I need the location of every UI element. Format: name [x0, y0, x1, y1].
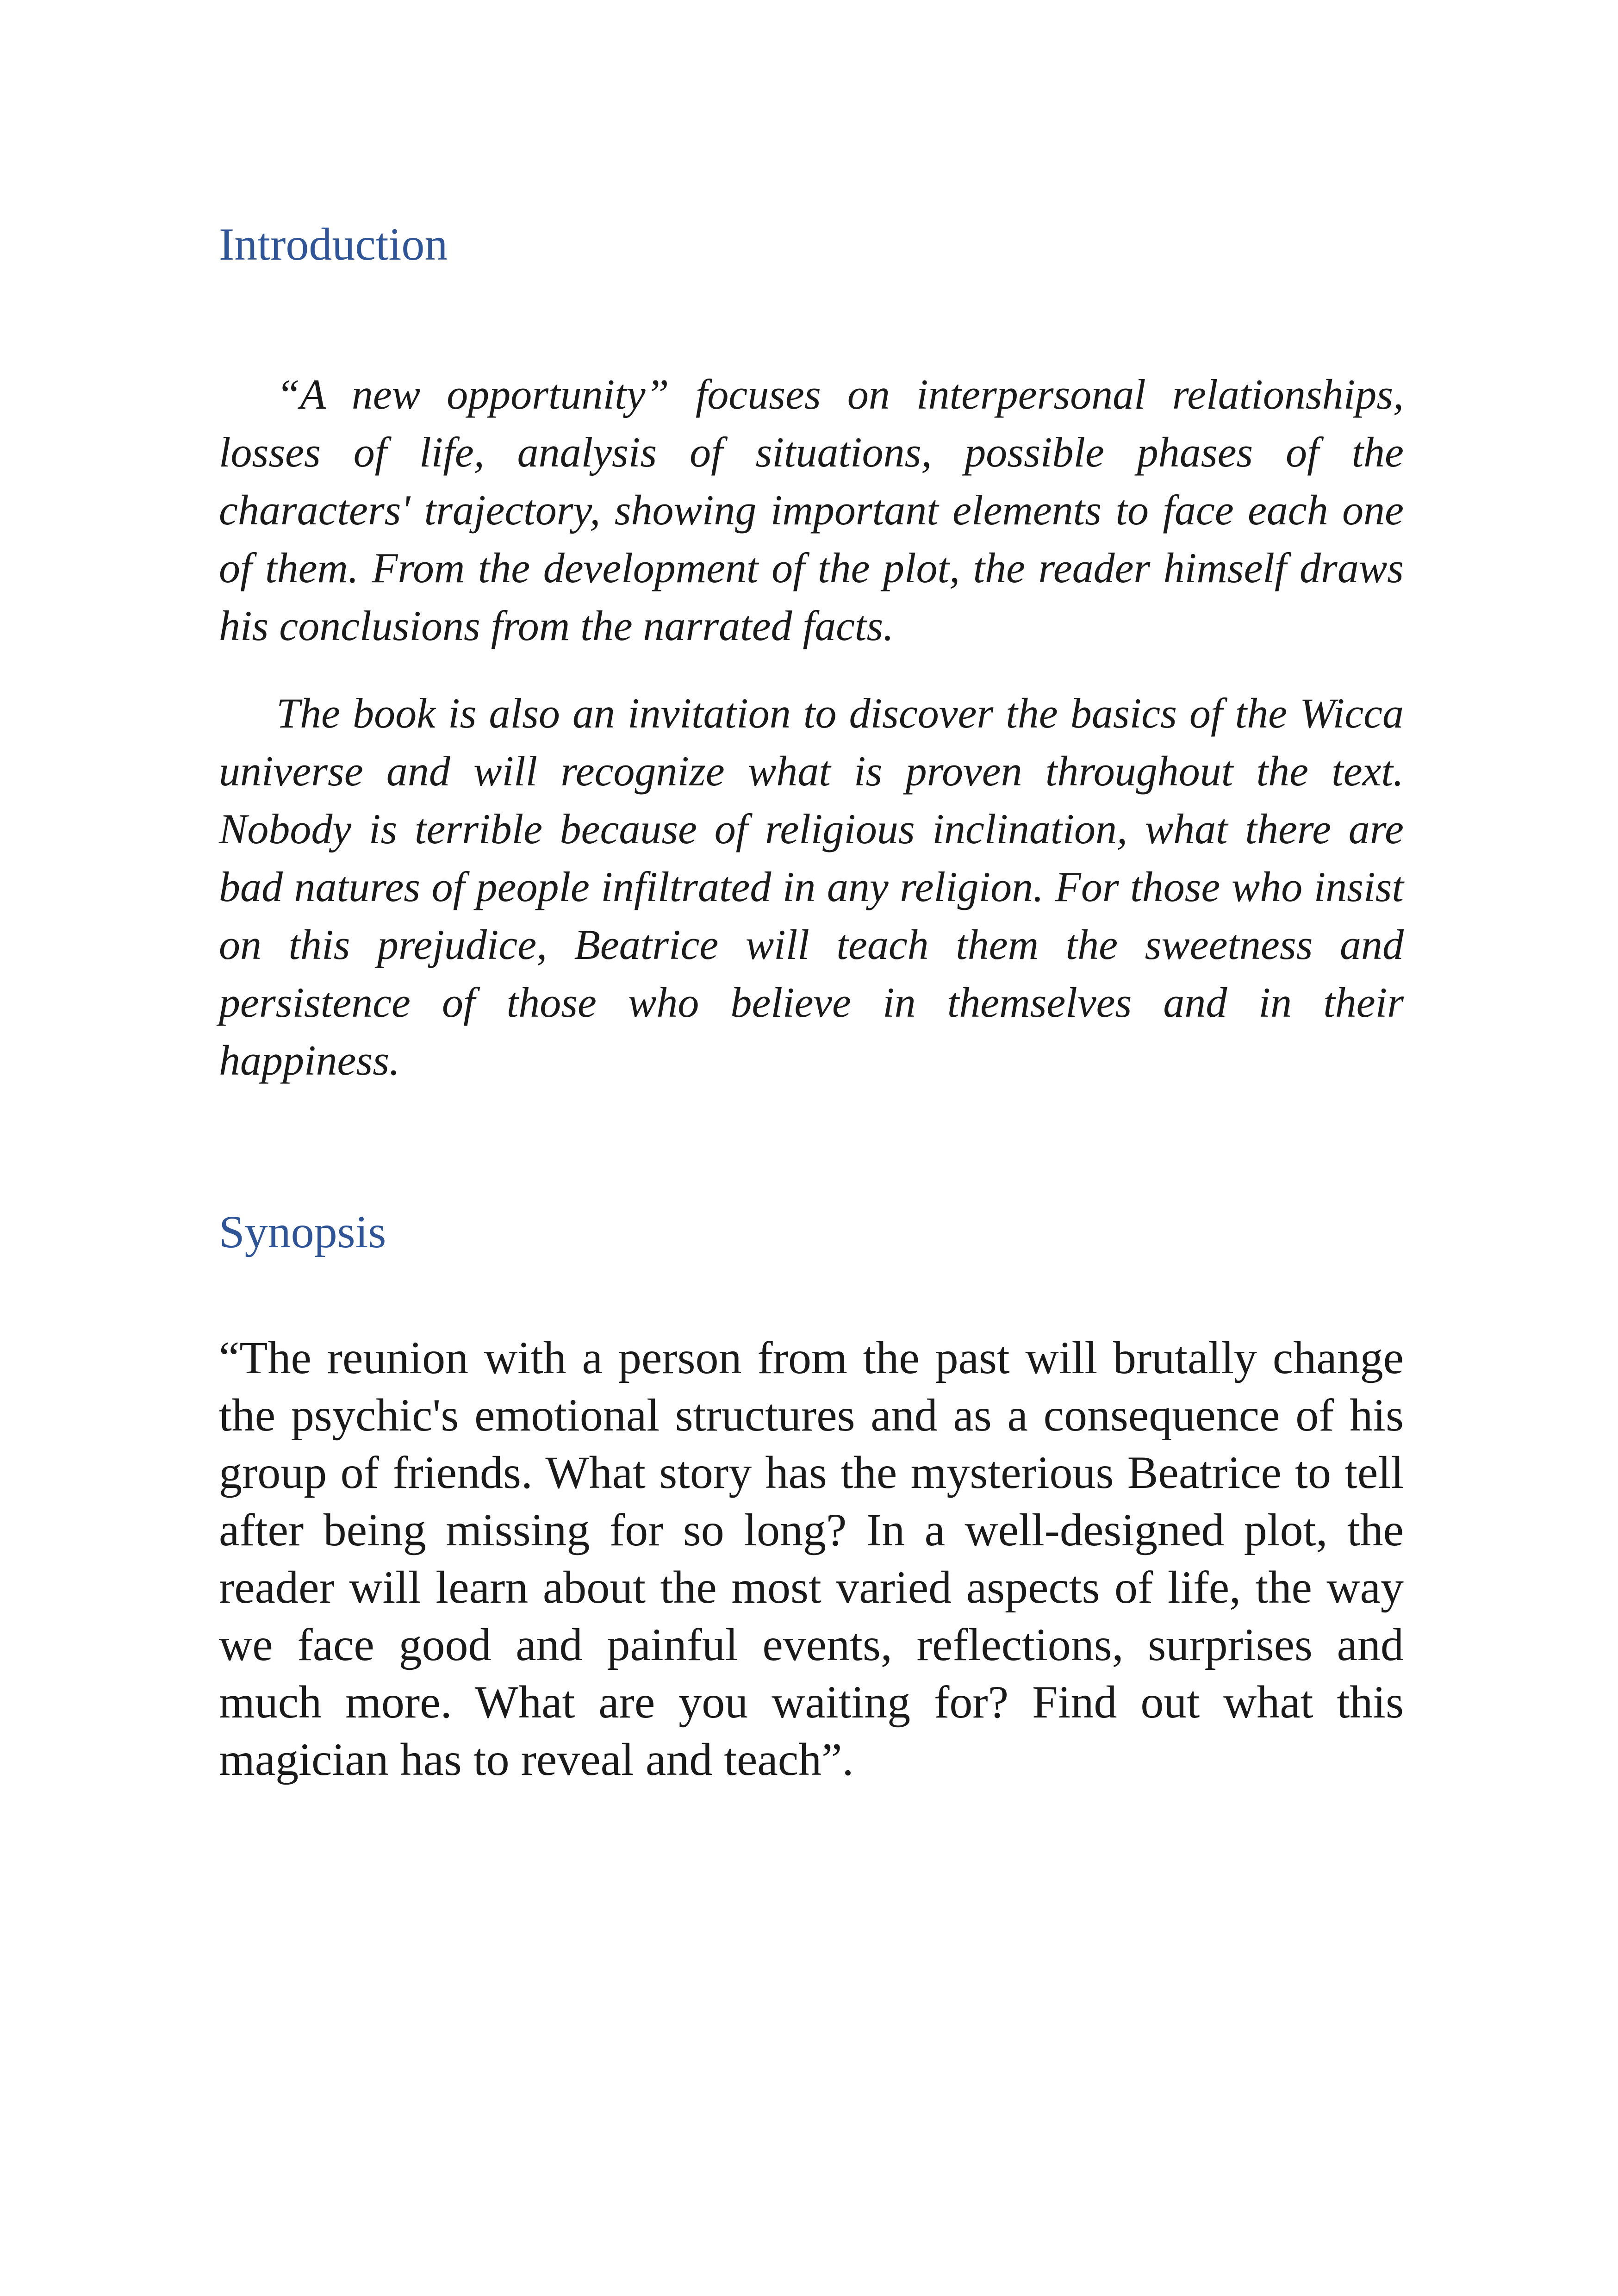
introduction-paragraph-1-block	[219, 366, 1404, 655]
introduction-paragraph: “A new opportunity” focuses on interpersonal relationships, losses of life, analysis of situations, possible phases of the characters' trajectory, showing important elements to face each one of them. From the development of the plot, the reader himself draws his conclusions from the narrated facts.	[219, 371, 1404, 649]
synopsis-block	[219, 1329, 1404, 1788]
synopsis-heading: Synopsis	[219, 1206, 386, 1257]
introduction-paragraph-2-block	[219, 684, 1404, 1089]
synopsis-paragraph: “The reunion with a person from the past will brutally change the psychic's emotional structures and as a consequence of his group of friends. What story has the mysterious Beatrice to tell after being missing for so long? In a well-designed plot, the reader will learn about the most varied aspects of life, the way we face good and painful events, reflections, surprises and much more. What are you waiting for? Find out what this magician has to reveal and teach”.	[219, 1332, 1404, 1785]
introduction-heading: Introduction	[219, 218, 448, 270]
introduction-paragraph: The book is also an invitation to discover the basics of the Wicca universe and will recognize what is proven throughout the text. Nobody is terrible because of religious inclination, what there are bad natures of people infiltrated in any religion. For those who insist on this prejudice, Beatrice will teach them the sweetness and persistence of those who believe in themselves and in their happiness.	[219, 690, 1404, 1084]
